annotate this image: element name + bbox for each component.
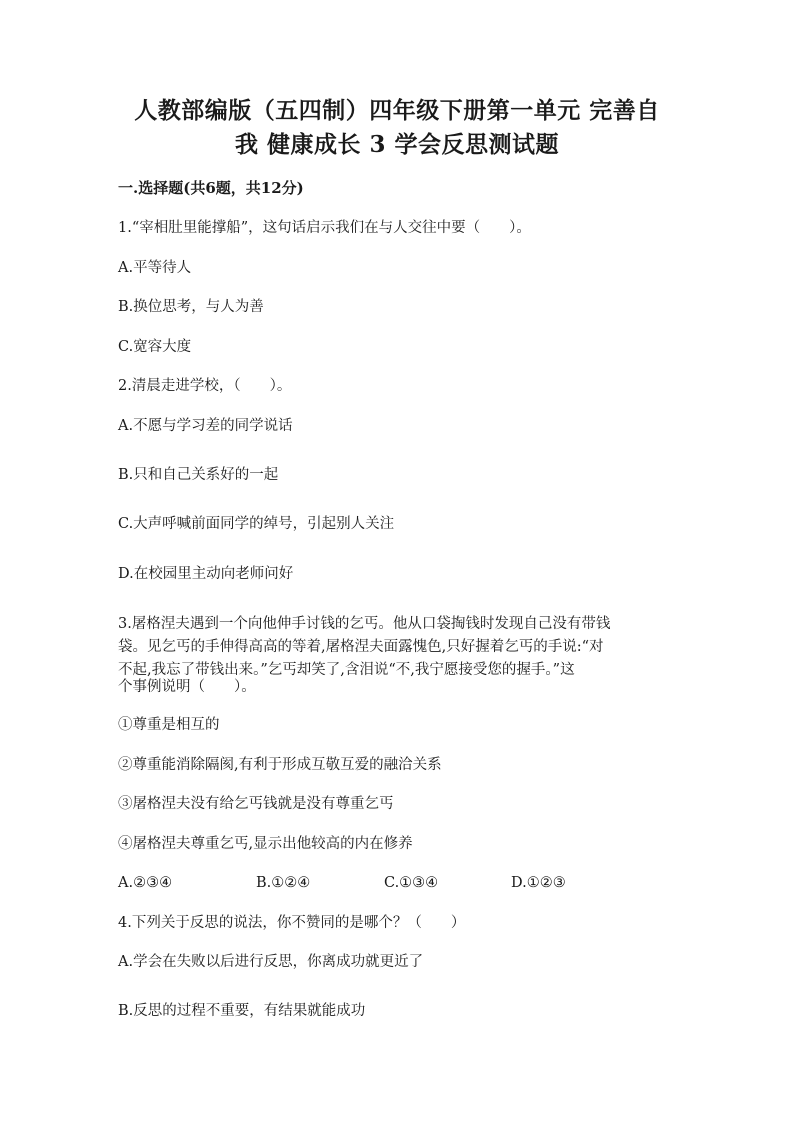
question-3-stem-line-3: 不起,我忘了带钱出来。”乞丐却笑了,含泪说“不,我宁愿接受您的握手。”这 (118, 662, 575, 678)
question-2-option-d: D.在校园里主动向老师问好 (118, 566, 294, 582)
question-3-statement-3: ③屠格涅夫没有给乞丐钱就是没有尊重乞丐 (118, 796, 394, 812)
title-line-2: 我 健康成长 3 学会反思测试题 (234, 131, 560, 158)
question-3-option-b: B.①②④ (256, 875, 311, 891)
question-3-stem-line-2: 袋。见乞丐的手伸得高高的等着,屠格涅夫面露愧色,只好握着乞丐的手说:“对 (118, 639, 604, 655)
question-1-option-c: C.宽容大度 (118, 339, 192, 355)
question-2-stem: 2.清晨走进学校，（ ）。 (118, 378, 292, 394)
question-4-option-a: A.学会在失败以后进行反思，你离成功就更近了 (118, 954, 424, 970)
question-2-option-c: C.大声呼喊前面同学的绰号，引起别人关注 (118, 516, 395, 532)
question-3-statement-1: ①尊重是相互的 (118, 717, 220, 733)
question-4-stem: 4.下列关于反思的说法，你不赞同的是哪个？（ ） (118, 915, 466, 931)
question-3-option-a: A.②③④ (118, 875, 173, 891)
question-4-option-b: B.反思的过程不重要，有结果就能成功 (118, 1003, 366, 1019)
section-header: 一.选择题(共6题，共12分) (118, 179, 304, 197)
page-title (100, 94, 694, 162)
question-1-stem: 1.“宰相肚里能撑船”，这句话启示我们在与人交往中要（ ）。 (118, 220, 531, 236)
question-3-stem-line-1: 3.屠格涅夫遇到一个向他伸手讨钱的乞丐。他从口袋掏钱时发现自己没有带钱 (118, 616, 611, 632)
question-3-stem-line-4: 个事例说明（ ）。 (118, 679, 256, 695)
question-3-option-d: D.①②③ (511, 875, 566, 891)
title-line-1: 人教部编版（五四制）四年级下册第一单元 完善自 (134, 97, 660, 124)
question-3-statement-4: ④屠格涅夫尊重乞丐,显示出他较高的内在修养 (118, 836, 413, 852)
question-2-option-b: B.只和自己关系好的一起 (118, 467, 279, 483)
question-3-statement-2: ②尊重能消除隔阂,有利于形成互敬互爱的融洽关系 (118, 757, 442, 773)
question-2-option-a: A.不愿与学习差的同学说话 (118, 418, 293, 434)
question-1-option-a: A.平等待人 (118, 260, 192, 276)
question-1-option-b: B.换位思考，与人为善 (118, 299, 264, 315)
question-3-option-c: C.①③④ (384, 875, 439, 891)
question-3-options (118, 871, 678, 895)
